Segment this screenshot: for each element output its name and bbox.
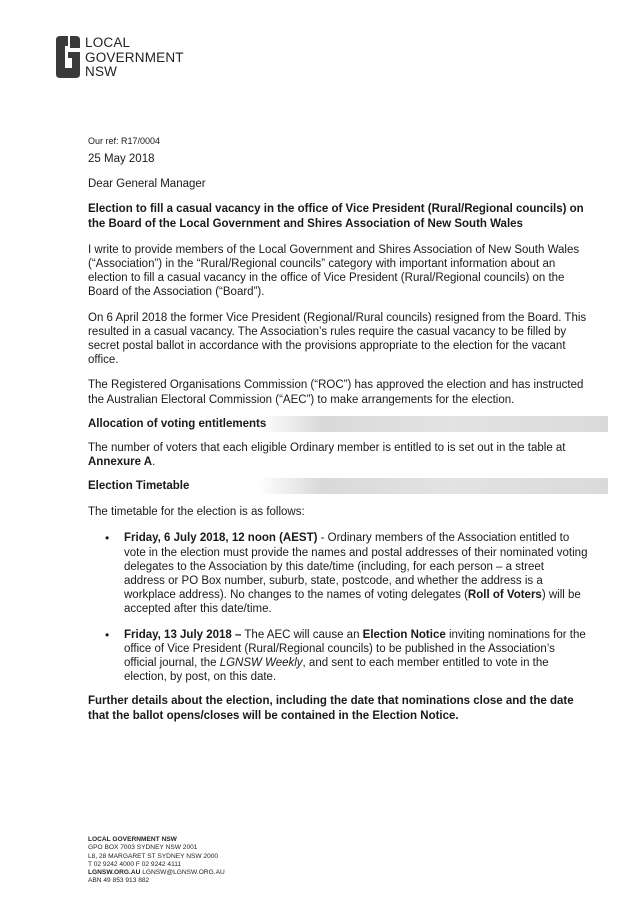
timetable-intro: The timetable for the election is as follows:	[88, 506, 305, 519]
footer-contact	[88, 869, 225, 877]
item-2-text-end: , and sent to each member entitled to vote in the election, by post, on this date.	[124, 657, 549, 684]
roll-of-voters: Roll of Voters	[467, 589, 542, 602]
lgnsw-logo-icon	[56, 36, 80, 78]
footer-address	[88, 836, 225, 886]
logo-line-2: GOVERNMENT	[85, 49, 184, 65]
bullet-icon: •	[105, 531, 110, 546]
logo-line-1: LOCAL	[85, 35, 131, 50]
footer-abn: ABN 49 853 913 882	[88, 877, 150, 885]
letter-date: 25 May 2018	[88, 153, 155, 165]
item-2-text-mid: inviting nominations for the office of Vice President (Rural/Regional councils) to be published in the Association’s official journal, the	[124, 628, 586, 670]
timetable-list	[88, 531, 588, 684]
timetable-item-1	[88, 531, 588, 616]
closing-statement: Further details about the election, including the date that nominations close and the date that the ballot opens/closes will be contained in the Election Notice.	[88, 695, 574, 722]
logo-wordmark	[85, 36, 184, 80]
footer-email[interactable]: LGNSW@LGNSW.ORG.AU	[140, 869, 225, 877]
election-notice: Election Notice	[362, 628, 446, 641]
paragraph-2: On 6 April 2018 the former Vice President (Regional/Rural councils) resigned from the Board. This resulted in a casual vacancy. The Association’s rules require the casual vacancy to be filled by secret postal ballot in accordance with the provisions appropriate to the election for the vacant office.	[88, 311, 587, 367]
subject-heading: Election to fill a casual vacancy in the office of Vice President (Rural/Regional councils) on the Board of the Local Government and Shires Association of New South Wales	[88, 203, 584, 230]
voting-entitlements-text	[88, 441, 588, 469]
footer-po: GPO BOX 7003 SYDNEY NSW 2001	[88, 844, 198, 852]
annexure-a-ref: Annexure A	[88, 456, 153, 469]
voting-text-c: .	[152, 456, 156, 469]
item-1-text-end: ) will be accepted after this date/time.	[124, 589, 581, 616]
bullet-icon: •	[105, 627, 110, 642]
footer-web[interactable]: LGNSW.ORG.AU	[88, 869, 141, 877]
item-1-text: - Ordinary members of the Association entitled to vote in the election must provide the names and postal addresses of their nominated voting delegates to the Association by this date/time (including, for each person – a street address or PO Box number, suburb, state, postcode, and whether the address is a workplace address). No changes to the names of voting delegates (	[124, 532, 588, 602]
salutation: Dear General Manager	[88, 178, 206, 191]
lgnsw-logo	[56, 36, 184, 80]
lgnsw-weekly: LGNSW Weekly	[219, 657, 303, 670]
footer-phone: T 02 9242 4000 F 02 9242 4111	[88, 860, 182, 868]
item-2-text: The AEC will cause an	[241, 628, 363, 641]
footer-street: L8, 28 MARGARET ST SYDNEY NSW 2000	[88, 852, 219, 860]
letter-body	[88, 136, 588, 723]
paragraph-3: The Registered Organisations Commission (“ROC”) has approved the election and has instructed the Australian Electoral Commission (“AEC”) to make arrangements for the election.	[88, 379, 584, 406]
paragraph-1: I write to provide members of the Local Government and Shires Association of New South Wales (“Association”) in the “Rural/Regional councils” category with important information about an election to fill a casual vacancy in the office of Vice President (Rural/Regional councils) on the Board of the Association (“Board”).	[88, 243, 580, 299]
item-1-date: Friday, 6 July 2018, 12 noon (AEST)	[124, 532, 318, 545]
voting-text-a: The number of voters that each eligible Ordinary member is entitled to is set out in the table at	[88, 441, 566, 454]
logo-line-3: NSW	[85, 64, 118, 79]
footer-org: LOCAL GOVERNMENT NSW	[88, 836, 177, 843]
our-reference: Our ref: R17/0004	[88, 136, 161, 146]
timetable-item-2	[88, 628, 588, 685]
section-heading-election-timetable: Election Timetable	[86, 478, 608, 494]
item-2-date: Friday, 13 July 2018 –	[124, 628, 242, 641]
section-heading-voting-entitlements: Allocation of voting entitlements	[86, 416, 608, 432]
